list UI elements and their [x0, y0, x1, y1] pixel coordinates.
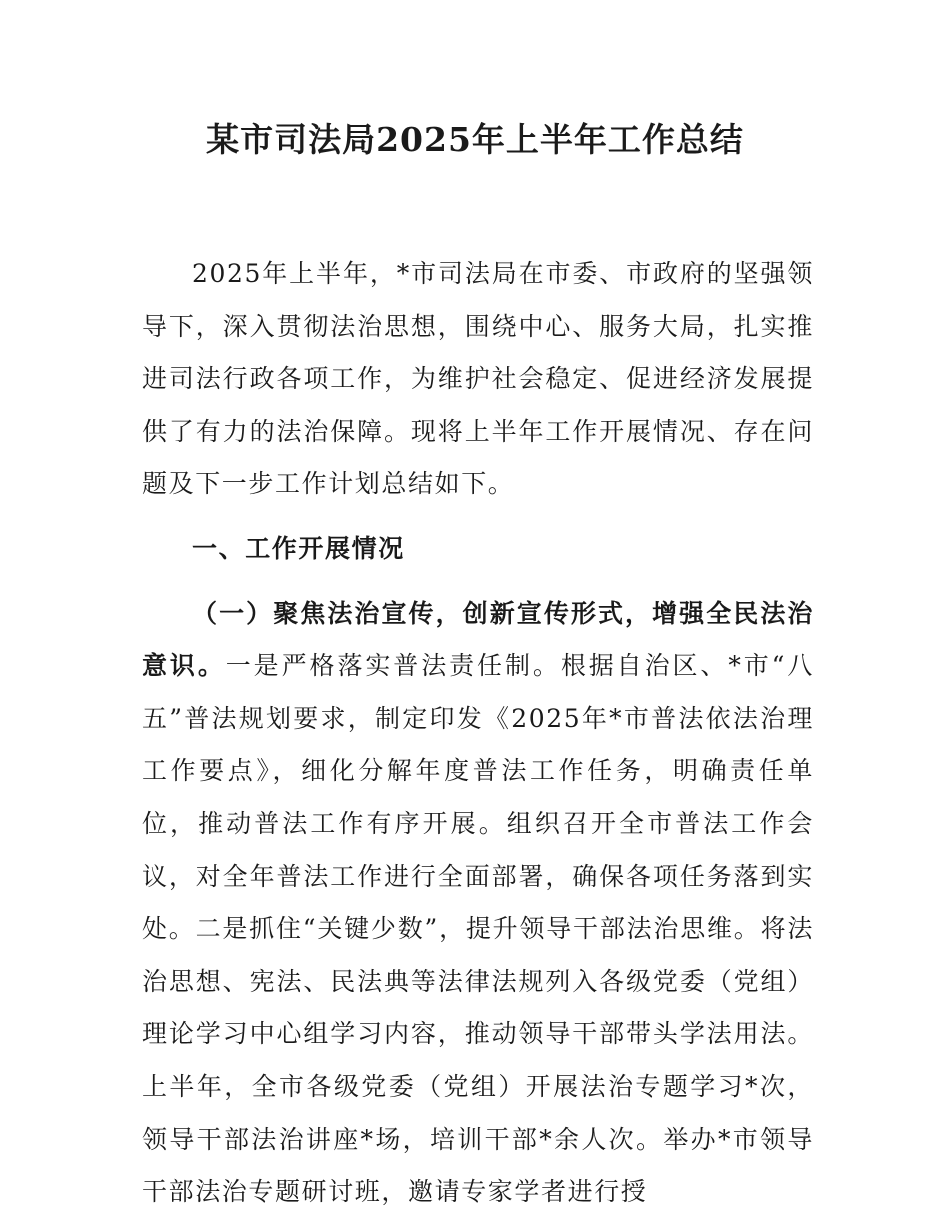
item-body-text: 一是严格落实普法责任制。根据自治区、*市“八五”普法规划要求，制定印发《2025年*市普法依法治理工作要点》，细化分解年度普法工作任务，明确责任单位，推动普法工作有序开展。组织召开全市普法工作会议，对全年普法工作进行全面部署，确保各项任务落到实处。二是抓住“关键少数”，提升领导干部法治思维。将法治思想、宪法、民法典等法律法规列入各级党委（党组）理论学习中心组学习内容，推动领导干部带头学法用法。上半年，全市各级党委（党组）开展法治专题学习*次，领导干部法治讲座*场，培训干部*余人次。举办*市领导干部法治专题研讨班，邀请专家学者进行授: [142, 651, 814, 1207]
intro-paragraph: 2025年上半年，*市司法局在市委、市政府的坚强领导下，深入贯彻法治思想，围绕中心、服务大局，扎实推进司法行政各项工作，为维护社会稳定、促进经济发展提供了有力的法治保障。现将上半年工作开展情况、存在问题及下一步工作计划总结如下。: [142, 259, 814, 499]
document-body: [142, 248, 814, 1219]
document-title: 某市司法局2025年上半年工作总结: [206, 120, 744, 159]
section-item-paragraph: [142, 588, 814, 1219]
item-lead-sentence: （一）聚焦法治宣传，创新宣传形式，增强全民法治意识。: [142, 598, 814, 681]
section-heading: 一、工作开展情况: [192, 533, 405, 563]
